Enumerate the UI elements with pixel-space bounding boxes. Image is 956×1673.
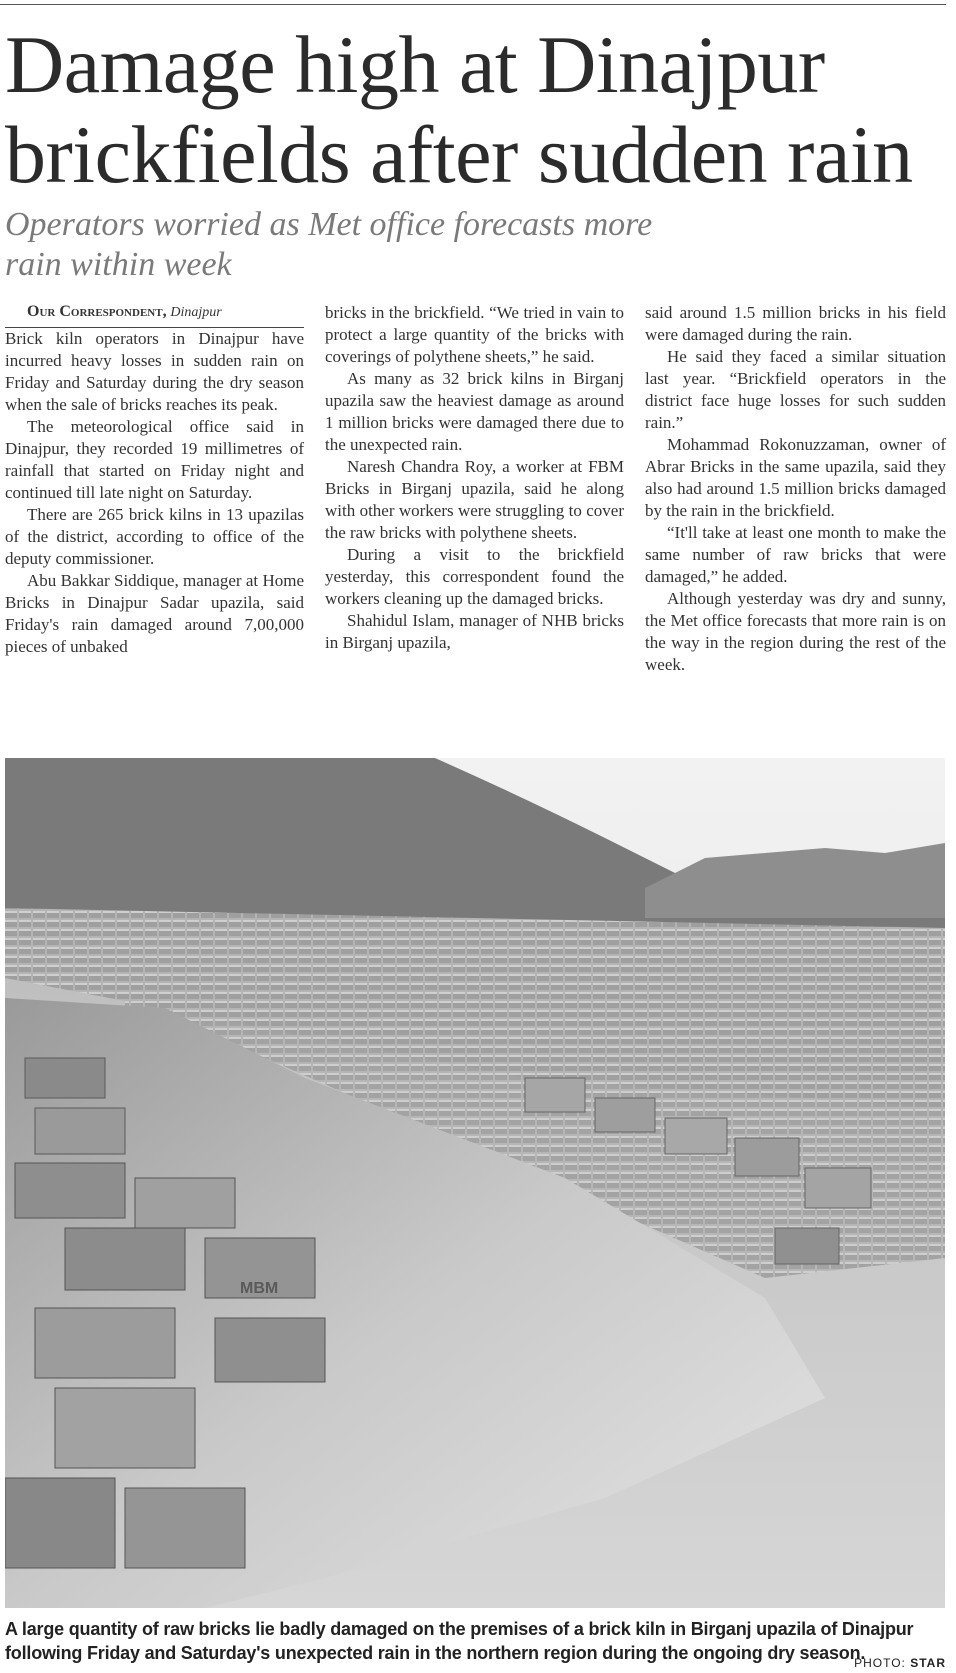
article-column-2 bbox=[325, 302, 624, 654]
photo-credit-label: PHOTO: bbox=[854, 1656, 906, 1670]
paragraph: The meteorological office said in Dinajpur, they recorded 19 millimetres of rainfall that started on Friday night and continued till late night on Saturday. bbox=[5, 417, 304, 502]
top-rule bbox=[0, 4, 946, 5]
byline bbox=[5, 302, 304, 328]
paragraph: Mohammad Rokonuzzaman, owner of Abrar Bricks in the same upazila, said they also had around 1.5 million bricks damaged by the rain in the brickfield. bbox=[645, 435, 946, 520]
paragraph: He said they faced a similar situation last year. “Brickfield operators in the district face huge losses for such sudden rain.” bbox=[645, 347, 946, 432]
photo-caption: A large quantity of raw bricks lie badly damaged on the premises of a brick kiln in Birganj upazila of Dinajpur following Friday and Saturday's unexpected rain in the northern region during the ongoing dry season. bbox=[5, 1619, 914, 1663]
paragraph: Although yesterday was dry and sunny, the Met office forecasts that more rain is on the way in the region during the rest of the week. bbox=[645, 589, 946, 674]
article-column-1 bbox=[5, 302, 304, 658]
paragraph: Naresh Chandra Roy, a worker at FBM Bricks in Birganj upazila, said he along with other workers were struggling to cover the raw bricks with polythene sheets. bbox=[325, 457, 624, 542]
paragraph: Abu Bakkar Siddique, manager at Home Bricks in Dinajpur Sadar upazila, said Friday's rain damaged around 7,00,000 pieces of unbaked bbox=[5, 571, 304, 656]
paragraph-continued: said around 1.5 million bricks in his field were damaged during the rain. bbox=[645, 303, 946, 344]
news-photo bbox=[5, 758, 945, 1608]
headline: Damage high at Dinajpur brickfields after sudden rain bbox=[5, 19, 913, 200]
paragraph: There are 265 brick kilns in 13 upazilas of the district, according to office of the deputy commissioner. bbox=[5, 505, 304, 568]
photo-credit bbox=[854, 1656, 946, 1670]
paragraph: During a visit to the brickfield yesterday, this correspondent found the workers cleaning up the damaged bricks. bbox=[325, 545, 624, 608]
paragraph: Shahidul Islam, manager of NHB bricks in Birganj upazila, bbox=[325, 611, 624, 652]
photo-credit-source: STAR bbox=[910, 1656, 946, 1670]
paragraph-continued: bricks in the brickfield. “We tried in vain to protect a large quantity of the bricks with coverings of polythene sheets,” he said. bbox=[325, 303, 624, 366]
paragraph: Brick kiln operators in Dinajpur have incurred heavy losses in sudden rain on Friday and Saturday during the dry season when the sale of bricks reaches its peak. bbox=[5, 329, 304, 414]
brick-stamp: MBM bbox=[240, 1280, 279, 1297]
paragraph: “It'll take at least one month to make the same number of raw bricks that were damaged,” he added. bbox=[645, 523, 946, 586]
article-column-3 bbox=[645, 302, 946, 676]
byline-location: Dinajpur bbox=[170, 305, 222, 320]
paragraph: As many as 32 brick kilns in Birganj upazila saw the heaviest damage as around 1 million bricks were damaged there due to the unexpected rain. bbox=[325, 369, 624, 454]
subhead: Operators worried as Met office forecasts more rain within week bbox=[5, 206, 653, 283]
byline-name: Our Correspondent, bbox=[27, 303, 167, 320]
